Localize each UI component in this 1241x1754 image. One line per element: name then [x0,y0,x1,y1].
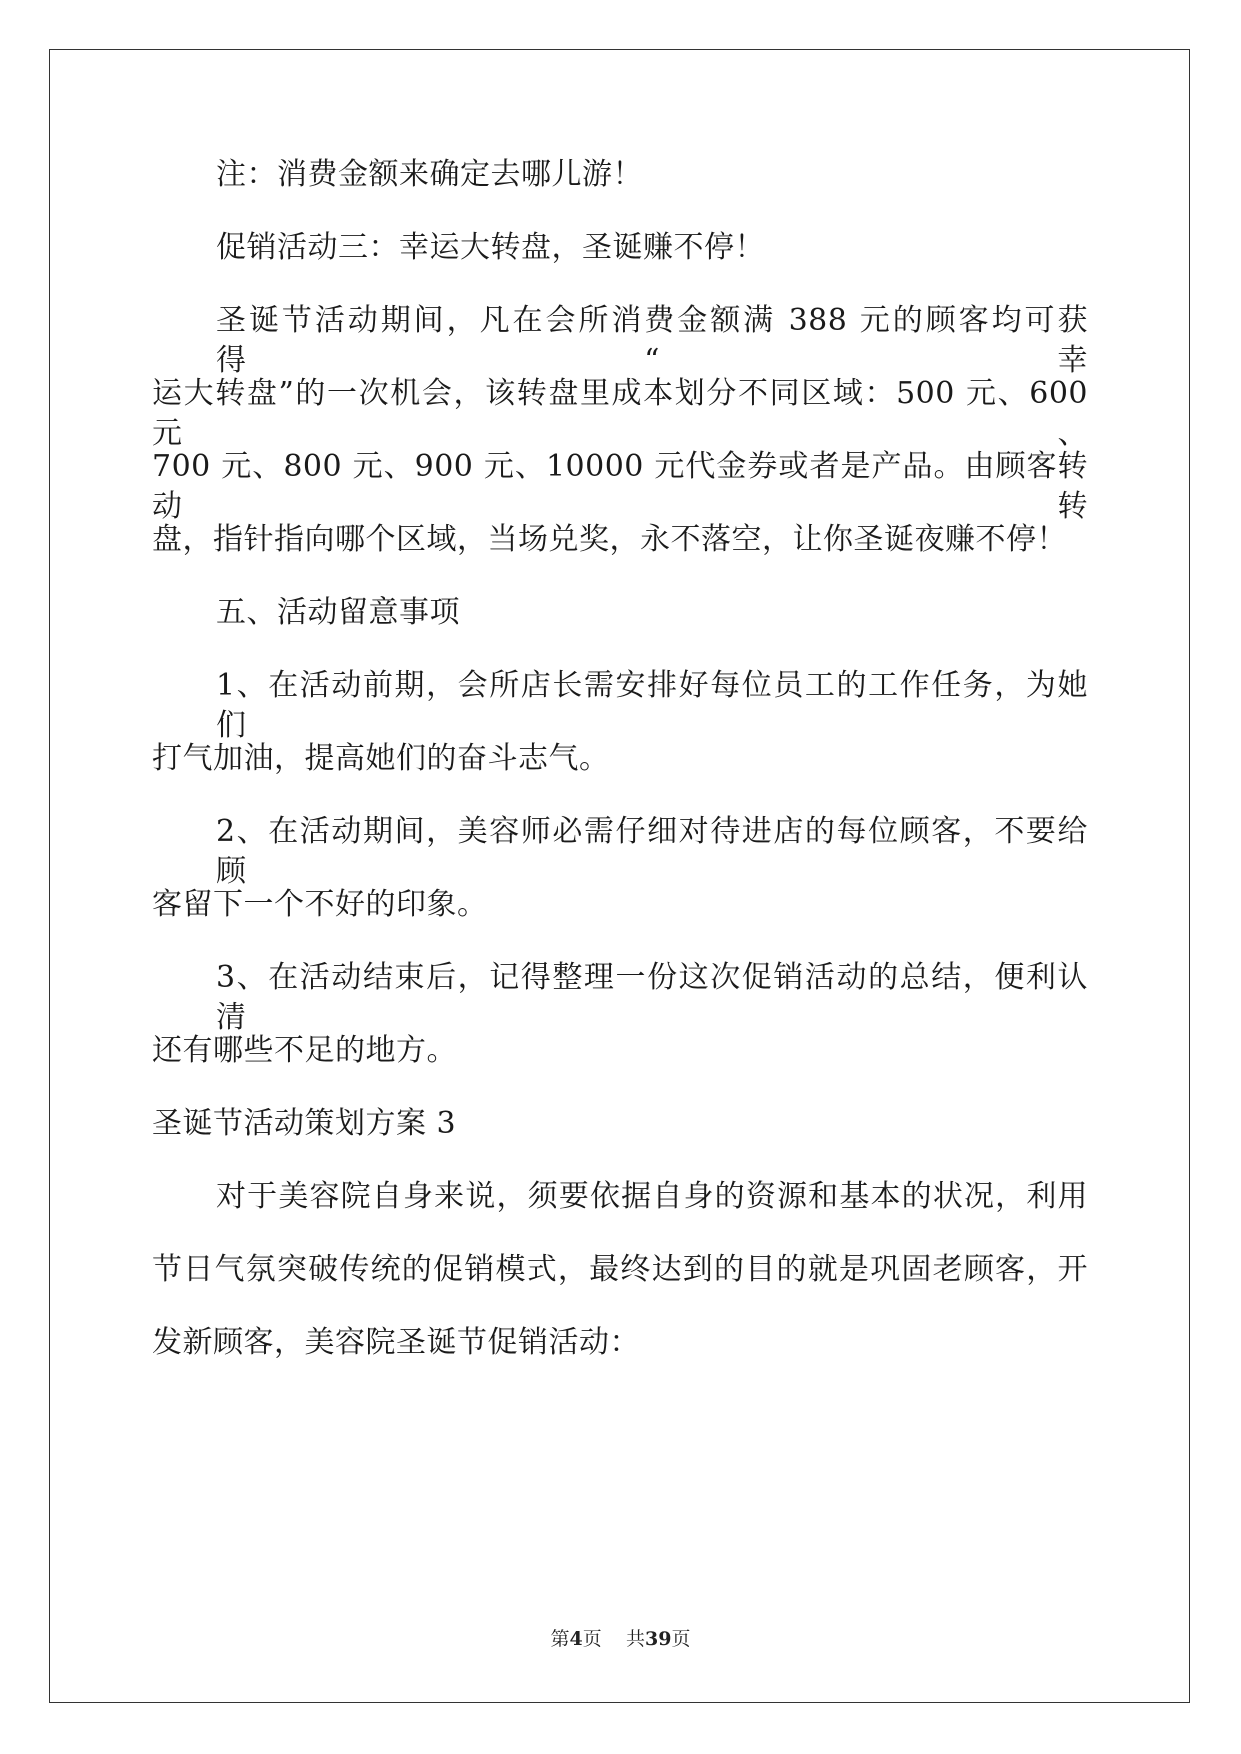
section-title: 圣诞节活动策划方案 3 [152,1106,457,1141]
list-item-line: 3、在活动结束后，记得整理一份这次促销活动的总结，便利认清 [216,960,1088,1035]
paragraph-note: 注：消费金额来确定去哪儿游！ [216,157,643,192]
footer-total-prefix: 共 [625,1628,645,1650]
paragraph-line: 盘，指针指向哪个区域，当场兑奖，永不落空，让你圣诞夜赚不停！ [152,522,1067,557]
footer-prefix: 第 [550,1628,570,1650]
list-item-line: 客留下一个不好的印象。 [152,887,488,922]
paragraph-line: 运大转盘”的一次机会，该转盘里成本划分不同区域：500 元、600 元、 [152,376,1088,451]
footer-page-number: 4 [569,1628,583,1650]
footer-total-pages: 39 [644,1628,672,1650]
footer-total-suffix: 页 [671,1628,691,1650]
paragraph-line: 圣诞节活动期间，凡在会所消费金额满 388 元的顾客均可获得“幸 [216,303,1088,378]
page-footer [0,1627,1241,1651]
paragraph-line: 节日气氛突破传统的促销模式，最终达到的目的就是巩固老顾客，开 [152,1252,1088,1287]
paragraph-line: 对于美容院自身来说，须要依据自身的资源和基本的状况，利用 [216,1179,1088,1214]
section-heading-promo-three: 促销活动三：幸运大转盘，圣诞赚不停！ [216,230,765,265]
list-item-line: 2、在活动期间，美容师必需仔细对待进店的每位顾客，不要给顾 [216,814,1088,889]
footer-page-suffix: 页 [582,1628,602,1650]
section-heading-notes: 五、活动留意事项 [216,595,460,630]
paragraph-line: 700 元、800 元、900 元、10000 元代金券或者是产品。由顾客转动转 [152,449,1088,524]
list-item-line: 打气加油，提高她们的奋斗志气。 [152,741,610,776]
list-item-line: 1、在活动前期，会所店长需安排好每位员工的工作任务，为她们 [216,668,1088,743]
list-item-line: 还有哪些不足的地方。 [152,1033,457,1068]
paragraph-line: 发新顾客，美容院圣诞节促销活动： [152,1325,640,1360]
